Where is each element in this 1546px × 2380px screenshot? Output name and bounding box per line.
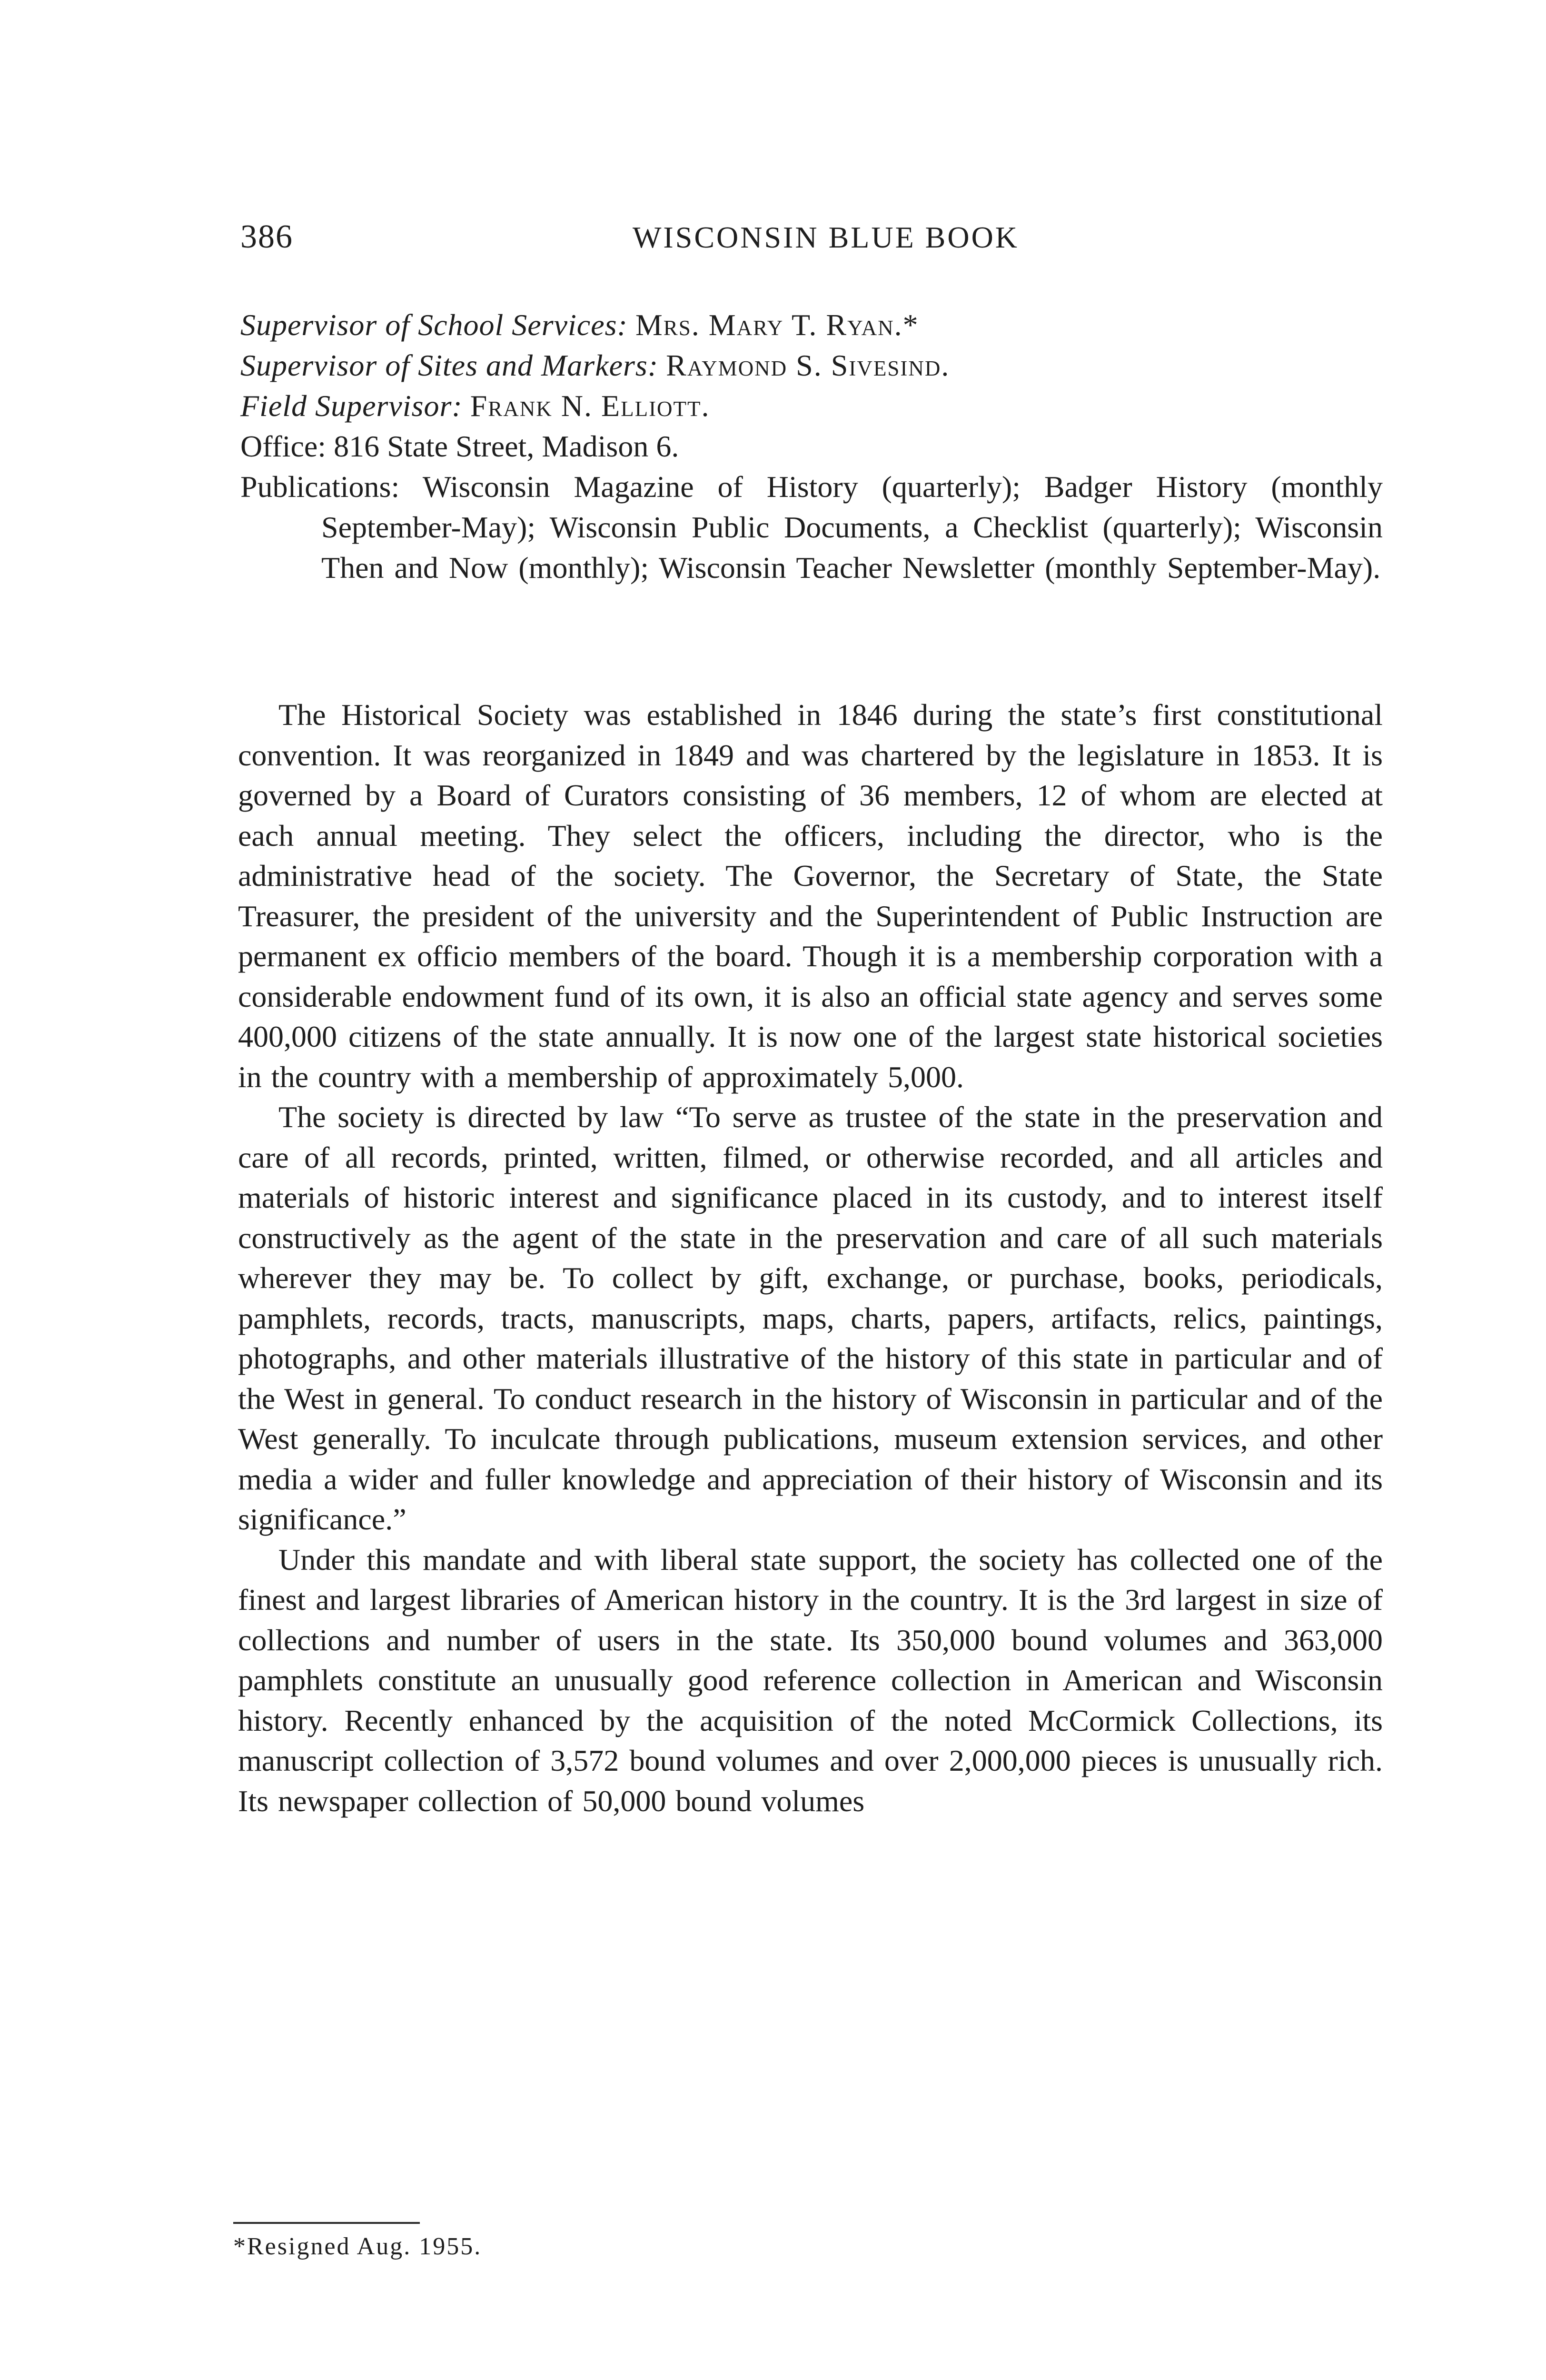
page-number: 386	[240, 218, 293, 255]
officer-entry	[240, 305, 1383, 345]
body-text	[238, 695, 1383, 1821]
officer-entry	[240, 386, 1383, 426]
officer-list	[240, 305, 1383, 588]
officer-title: Supervisor of Sites and Markers:	[240, 348, 659, 382]
officer-entry	[240, 345, 1383, 386]
officer-title: Field Supervisor:	[240, 389, 463, 423]
paragraph: The society is directed by law “To serve as trustee of the state in the preservation and care of all records, printed, written, filmed, or otherwise recorded, and all articles and materials of historic interest and significance placed in its custody, and to interest itself constructively as the agent of the state in the preservation and care of all such materials wherever they may be. To collect by gift, exchange, or purchase, books, periodicals, pamphlets, records, tracts, manuscripts, maps, charts, papers, artifacts, relics, paintings, photographs, and other materials illustrative of the history of this state in particular and of the West in general. To conduct research in the history of Wisconsin in particular and of the West generally. To inculcate through publications, museum extension services, and other media a wider and fuller knowledge and appreciation of their history of Wisconsin and its significance.”	[238, 1100, 1383, 1536]
officer-name: Mrs. Mary T. Ryan.*	[635, 308, 919, 342]
footnote: *Resigned Aug. 1955.	[233, 2233, 482, 2260]
running-title: WISCONSIN BLUE BOOK	[633, 220, 1019, 254]
officer-title: Supervisor of School Services:	[240, 308, 628, 342]
officer-name: Frank N. Elliott.	[470, 389, 710, 423]
publications-list: Publications: Wisconsin Magazine of History (quarterly); Badger History (monthly September-May); Wisconsin Public Documents, a Checklist (quarterly); Wisconsin Then and Now (monthly); Wisconsin Teacher Newsletter (monthly September-May).	[240, 470, 1383, 585]
paragraph: The Historical Society was established in 1846 during the state’s first constitutional convention. It was reorganized in 1849 and was chartered by the legislature in 1853. It is governed by a Board of Curators consisting of 36 members, 12 of whom are elected at each annual meeting. They select the officers, including the director, who is the administrative head of the society. The Governor, the Secretary of State, the State Treasurer, the president of the university and the Superintendent of Public Instruction are permanent ex officio members of the board. Though it is a membership corporation with a considerable endowment fund of its own, it is also an official state agency and serves some 400,000 citizens of the state annually. It is now one of the largest state historical societies in the country with a membership of approximately 5,000.	[238, 698, 1383, 1094]
officer-name: Raymond S. Sivesind.	[666, 348, 950, 382]
page-header	[240, 218, 1383, 261]
footnote-divider	[233, 2222, 420, 2224]
office-address: Office: 816 State Street, Madison 6.	[240, 429, 679, 463]
paragraph: Under this mandate and with liberal state support, the society has collected one of the finest and largest libraries of American history in the country. It is the 3rd largest in size of collections and number of users in the state. Its 350,000 bound volumes and 363,000 pamphlets constitute an unusually good reference collection in American and Wisconsin history. Recently enhanced by the acquisition of the noted McCormick Collections, its manuscript collection of 3,572 bound volumes and over 2,000,000 pieces is unusually rich. Its newspaper collection of 50,000 bound volumes	[238, 1542, 1383, 1818]
